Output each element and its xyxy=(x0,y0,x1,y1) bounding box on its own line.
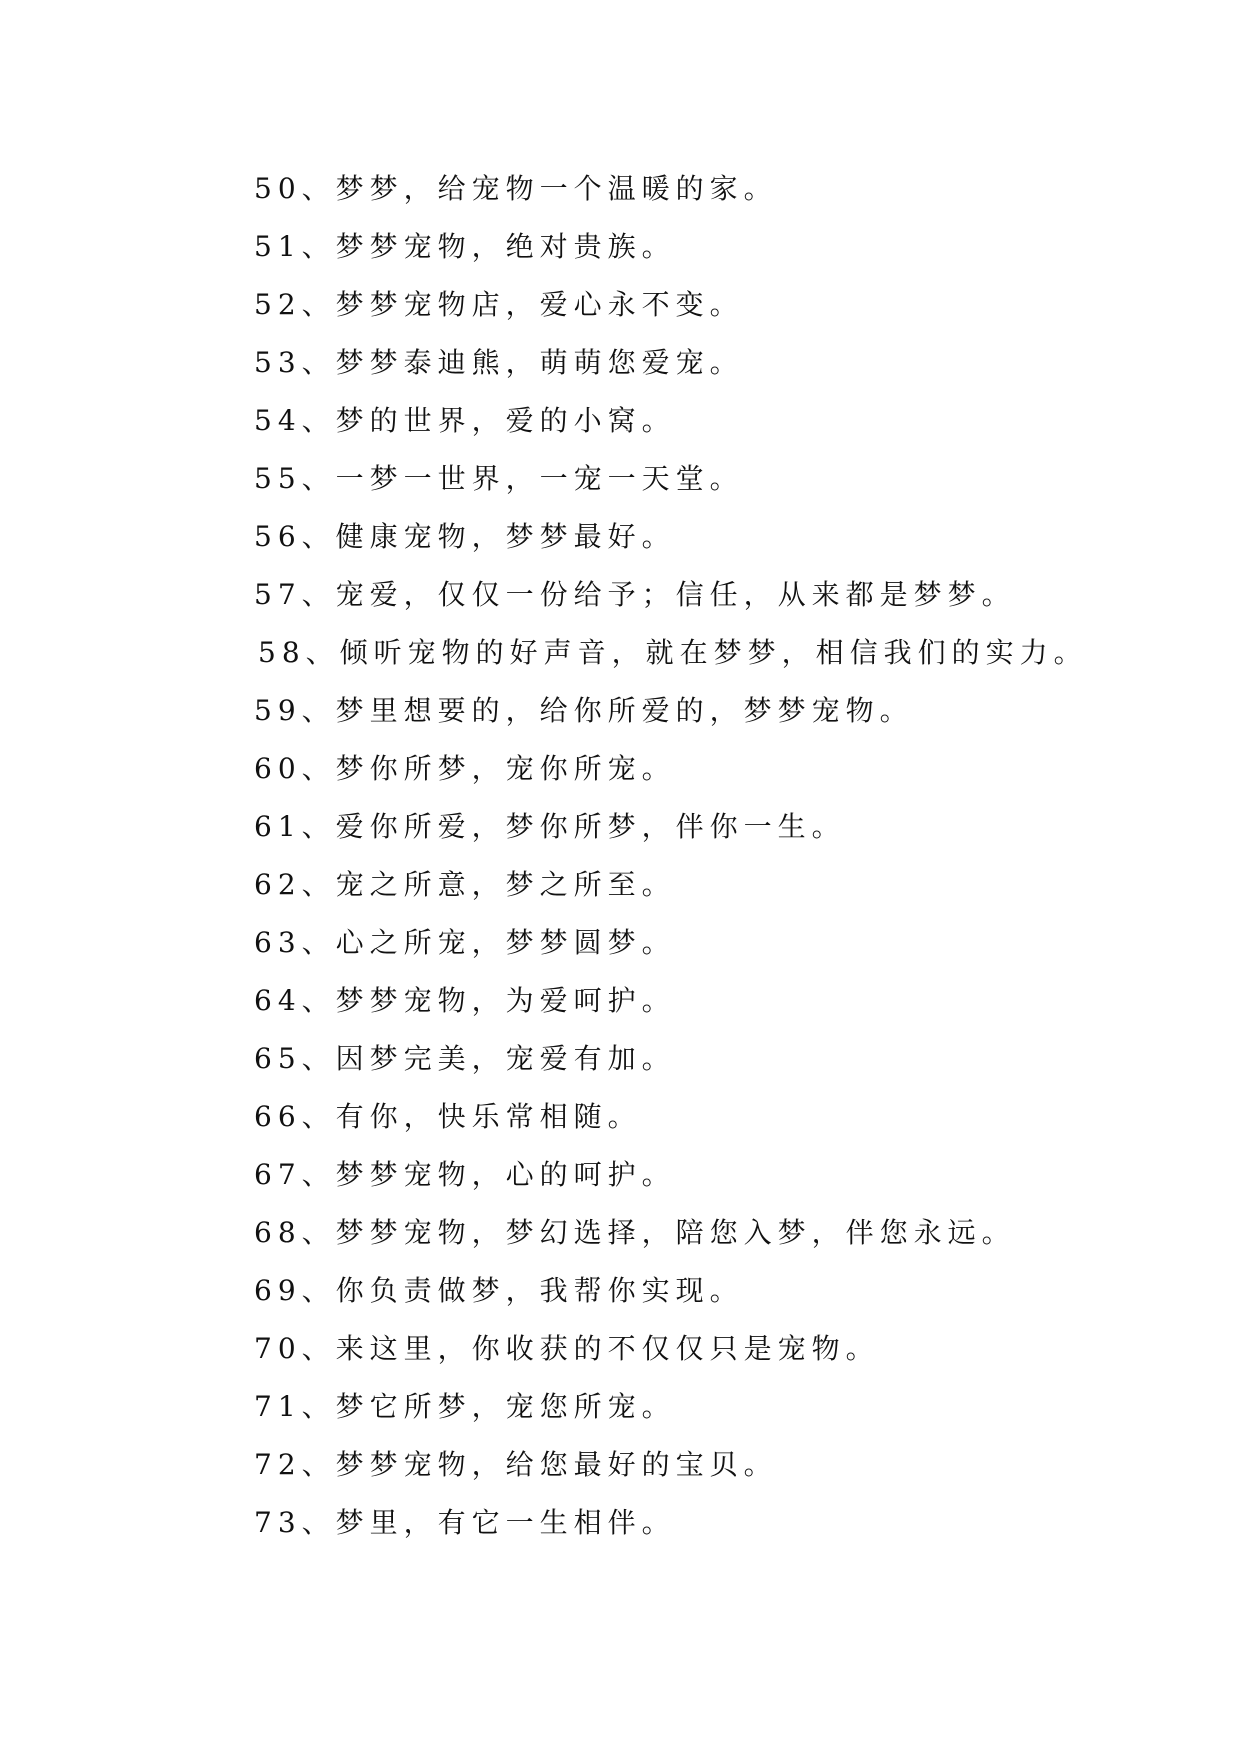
list-item: 51、梦梦宠物，绝对贵族。 xyxy=(254,230,676,263)
list-item: 58、倾听宠物的好声音，就在梦梦，相信我们的实力。 xyxy=(258,636,1088,669)
list-item: 52、梦梦宠物店，爱心永不变。 xyxy=(254,288,744,321)
list-item: 64、梦梦宠物，为爱呵护。 xyxy=(254,984,676,1017)
list-item: 61、爱你所爱，梦你所梦，伴你一生。 xyxy=(254,810,846,843)
list-item: 73、梦里，有它一生相伴。 xyxy=(254,1506,676,1539)
list-item: 50、梦梦，给宠物一个温暖的家。 xyxy=(254,172,778,205)
list-item: 62、宠之所意，梦之所至。 xyxy=(254,868,676,901)
list-item: 56、健康宠物，梦梦最好。 xyxy=(254,520,676,553)
list-item: 57、宠爱，仅仅一份给予；信任，从来都是梦梦。 xyxy=(254,578,1016,611)
list-item: 53、梦梦泰迪熊，萌萌您爱宠。 xyxy=(254,346,744,379)
list-item: 66、有你，快乐常相随。 xyxy=(254,1100,642,1133)
slogan-list xyxy=(254,160,1214,1552)
list-item: 60、梦你所梦，宠你所宠。 xyxy=(254,752,676,785)
list-item: 70、来这里，你收获的不仅仅只是宠物。 xyxy=(254,1332,880,1365)
list-item: 54、梦的世界，爱的小窝。 xyxy=(254,404,676,437)
list-item: 71、梦它所梦，宠您所宠。 xyxy=(254,1390,676,1423)
list-item: 68、梦梦宠物，梦幻选择，陪您入梦，伴您永远。 xyxy=(254,1216,1016,1249)
list-item: 65、因梦完美，宠爱有加。 xyxy=(254,1042,676,1075)
list-item: 72、梦梦宠物，给您最好的宝贝。 xyxy=(254,1448,778,1481)
list-item: 67、梦梦宠物，心的呵护。 xyxy=(254,1158,676,1191)
list-item: 55、一梦一世界，一宠一天堂。 xyxy=(254,462,744,495)
list-item: 69、你负责做梦，我帮你实现。 xyxy=(254,1274,744,1307)
list-item: 59、梦里想要的，给你所爱的，梦梦宠物。 xyxy=(254,694,914,727)
list-item: 63、心之所宠，梦梦圆梦。 xyxy=(254,926,676,959)
